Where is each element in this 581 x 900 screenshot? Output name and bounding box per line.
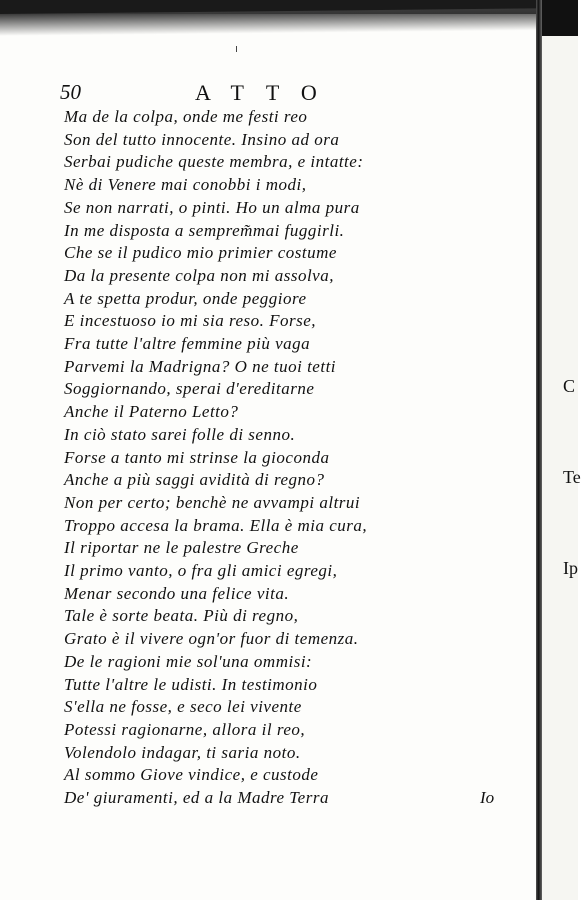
facing-page-fragment: Te [563, 467, 581, 487]
verse-line: Il primo vanto, o fra gli amici egregi, [64, 561, 338, 581]
verse-line: Al sommo Giove vindice, e custode [64, 765, 319, 785]
verse-line: De le ragioni mie sol'una ommisi: [64, 651, 313, 671]
verse-line: Volendolo indagar, ti saria noto. [64, 742, 301, 762]
verse-line: Non per certo; benchè ne avvampi altrui [64, 492, 361, 512]
verse-line: In ciò stato sarei folle di senno. [64, 424, 296, 444]
verse-line: Nè di Venere mai conobbi i modi, [64, 175, 307, 195]
page-number: 50 [60, 80, 81, 104]
verse-line: Potessi ragionarne, allora il reo, [64, 719, 306, 739]
verse-line: Forse a tanto mi strinse la gioconda [64, 447, 330, 467]
verse-line: De' giuramenti, ed a la Madre Terra [64, 788, 329, 808]
scan-corner-shadow [542, 0, 578, 36]
verse-line: Son del tutto innocente. Insino ad ora [64, 129, 340, 149]
verse-line: Grato è il vivere ogn'or fuor di temenza. [64, 629, 359, 649]
facing-page-fragment: C [563, 376, 576, 396]
verse-line: Anche il Paterno Letto? [64, 402, 239, 422]
print-mark [236, 46, 237, 52]
facing-page-edge [542, 0, 578, 900]
verse-line: Parvemi la Madrigna? O ne tuoi tetti [64, 356, 337, 376]
verse-line: Il riportar ne le palestre Greche [64, 538, 299, 558]
verse-text [64, 106, 367, 810]
verse-line: E incestuoso io mi sia reso. Forse, [64, 311, 317, 331]
verse-line: Tutte l'altre le udisti. In testimonio [64, 674, 318, 694]
running-title: ATTO [195, 80, 339, 105]
verse-line: Da la presente colpa non mi assolva, [64, 265, 334, 285]
verse-line: S'ella ne fosse, e seco lei vivente [64, 697, 302, 717]
page-header [60, 80, 360, 106]
verse-line: A te spetta produr, onde peggiore [64, 288, 307, 308]
verse-line: Ma de la colpa, onde me festi reo [64, 107, 308, 126]
verse-line: Menar secondo una felice vita. [64, 583, 290, 603]
scan-top-shadow [0, 8, 578, 36]
verse-line: Fra tutte l'altre femmine più vaga [64, 334, 311, 354]
verse-line: Che se il pudico mio primier costume [64, 243, 337, 263]
facing-page-fragment: Ip [563, 558, 578, 578]
verse-line: Se non narrati, o pinti. Ho un alma pura [64, 197, 360, 217]
catchword: Io [480, 788, 495, 807]
verse-line: In me disposta a semprem̃mai fuggirli. [64, 220, 345, 240]
verse-line: Serbai pudiche queste membra, e intatte: [64, 152, 364, 172]
verse-line: Anche a più saggi avidità di regno? [64, 470, 325, 490]
verse-line: Soggiornando, sperai d'ereditarne [64, 379, 315, 399]
verse-line: Tale è sorte beata. Più di regno, [64, 606, 299, 626]
verse-line: Troppo accesa la brama. Ella è mia cura, [64, 515, 368, 535]
